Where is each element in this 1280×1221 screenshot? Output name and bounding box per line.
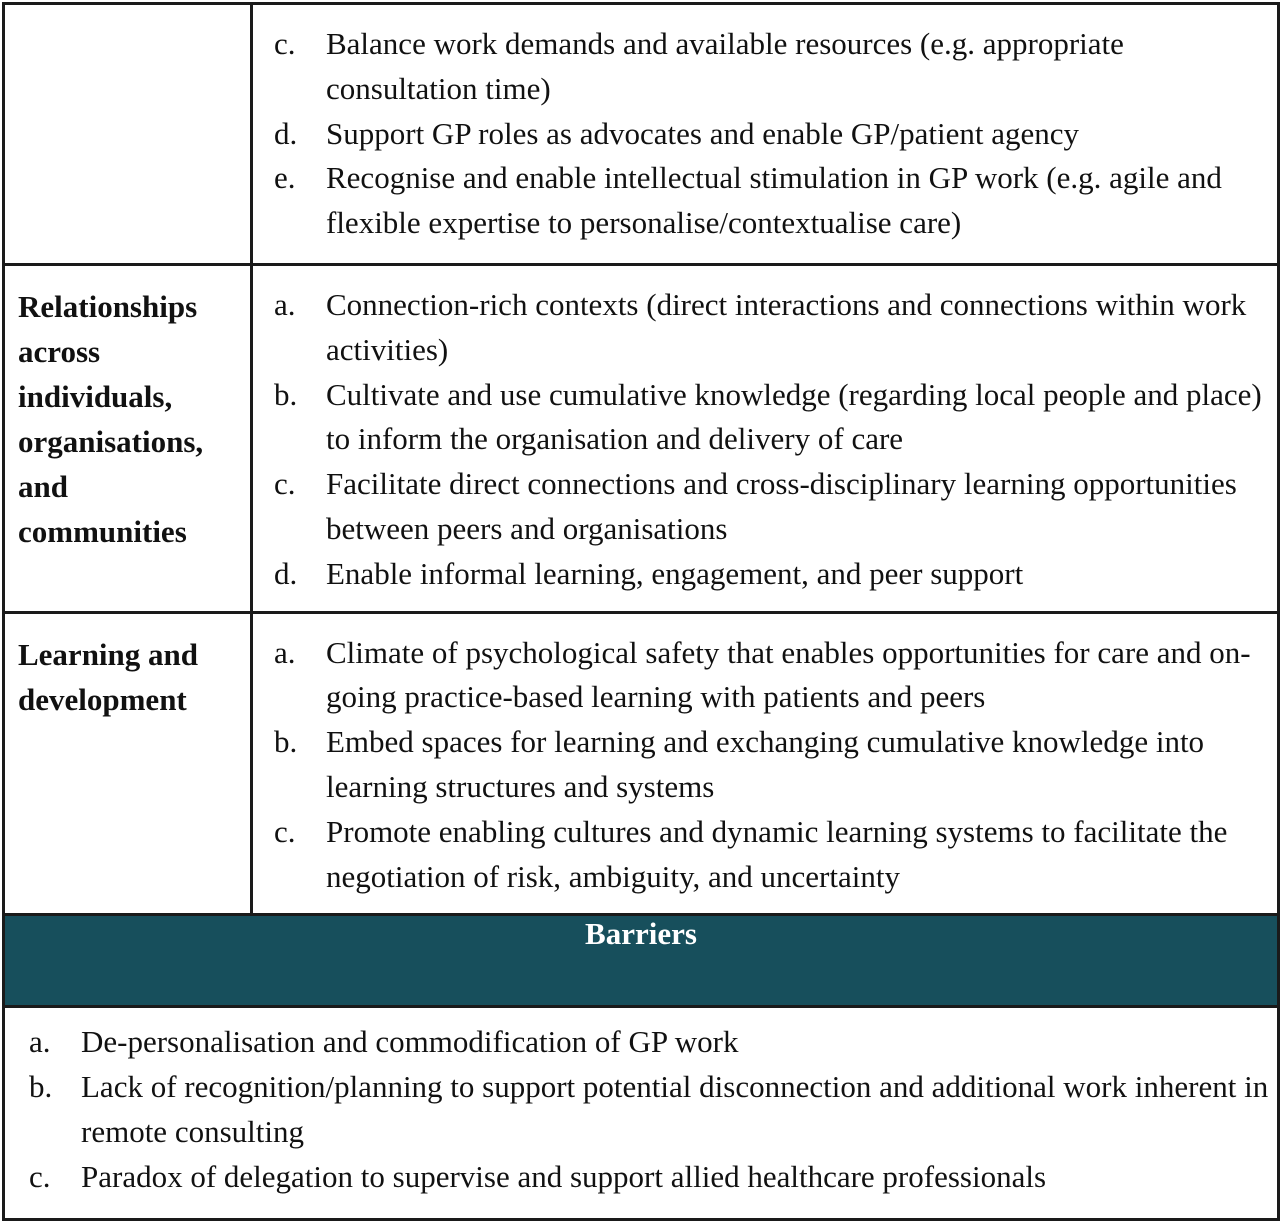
- item-letter: b.: [274, 376, 298, 412]
- item-letter: c.: [274, 466, 296, 502]
- item-text: Climate of psychological safety that enables opportunities for care and on-going practice-based learning with patients and peers: [326, 634, 1251, 715]
- category-line: and: [18, 468, 68, 504]
- category-cell-empty: [4, 4, 252, 265]
- item-text: Connection-rich contexts (direct interactions and connections within work activities): [326, 286, 1247, 367]
- item-text: Recognise and enable intellectual stimulation in GP work (e.g. agile and flexible expertise to personalise/contextualise care): [326, 160, 1222, 241]
- barriers-list: [5, 1020, 1269, 1199]
- item-text: Embed spaces for learning and exchanging cumulative knowledge into learning structures and systems: [326, 724, 1205, 804]
- table-row: [4, 264, 1279, 612]
- item-letter: d.: [274, 555, 298, 591]
- category-line: across: [18, 333, 101, 369]
- item-letter: b.: [274, 724, 298, 760]
- table-row: [4, 612, 1279, 915]
- item-text: Support GP roles as advocates and enable GP/patient agency: [326, 115, 1079, 151]
- category-line: development: [18, 681, 187, 717]
- item-text: Cultivate and use cumulative knowledge (regarding local people and place) to inform the organisation and delivery of care: [326, 376, 1262, 457]
- item-letter: c.: [29, 1158, 51, 1194]
- item-list: [253, 631, 1269, 900]
- item-letter: c.: [274, 26, 296, 61]
- list-item: [253, 720, 1269, 810]
- category-line: Learning and: [18, 636, 199, 672]
- barriers-heading: Barriers: [4, 915, 1279, 1007]
- item-list: [253, 22, 1269, 246]
- item-text: Promote enabling cultures and dynamic learning systems to facilitate the negotiation of risk, ambiguity, and uncertainty: [326, 813, 1228, 894]
- item-text: Enable informal learning, engagement, and peer support: [326, 555, 1024, 591]
- list-item: [253, 462, 1269, 552]
- item-letter: a.: [274, 286, 296, 322]
- list-item: [5, 1155, 1269, 1200]
- category-cell-learning: [4, 612, 252, 915]
- category-line: individuals,: [18, 378, 173, 414]
- items-cell: [252, 264, 1279, 612]
- list-item: [253, 156, 1269, 246]
- list-item: [253, 283, 1269, 373]
- items-cell: [252, 4, 1279, 265]
- item-text: Lack of recognition/planning to support potential disconnection and additional work inherent in remote consulting: [81, 1069, 1269, 1149]
- category-line: organisations,: [18, 423, 204, 459]
- barriers-body-row: [4, 1007, 1279, 1219]
- list-item: [253, 112, 1269, 157]
- item-letter: d.: [274, 115, 298, 151]
- item-text: Facilitate direct connections and cross-disciplinary learning opportunities between peers and organisations: [326, 466, 1237, 546]
- list-item: [5, 1065, 1269, 1155]
- list-item: [5, 1020, 1269, 1065]
- item-list: [253, 283, 1269, 597]
- category-line: communities: [18, 513, 187, 549]
- item-text: Balance work demands and available resources (e.g. appropriate consultation time): [326, 26, 1124, 106]
- barriers-header-row: [4, 915, 1279, 1007]
- list-item: [253, 22, 1269, 112]
- item-letter: a.: [29, 1024, 51, 1060]
- barriers-cell: [4, 1007, 1279, 1219]
- item-letter: e.: [274, 160, 296, 196]
- list-item: [253, 552, 1269, 597]
- item-letter: b.: [29, 1069, 53, 1105]
- list-item: [253, 373, 1269, 463]
- list-item: [253, 810, 1269, 900]
- item-letter: c.: [274, 813, 296, 849]
- framework-table: [2, 2, 1280, 1221]
- item-text: De-personalisation and commodification of GP work: [81, 1024, 739, 1060]
- category-cell-relationships: [4, 264, 252, 612]
- item-letter: a.: [274, 634, 296, 670]
- list-item: [253, 631, 1269, 721]
- items-cell: [252, 612, 1279, 915]
- item-text: Paradox of delegation to supervise and support allied healthcare professionals: [81, 1158, 1047, 1194]
- category-line: Relationships: [18, 288, 198, 324]
- table-row: [4, 4, 1279, 265]
